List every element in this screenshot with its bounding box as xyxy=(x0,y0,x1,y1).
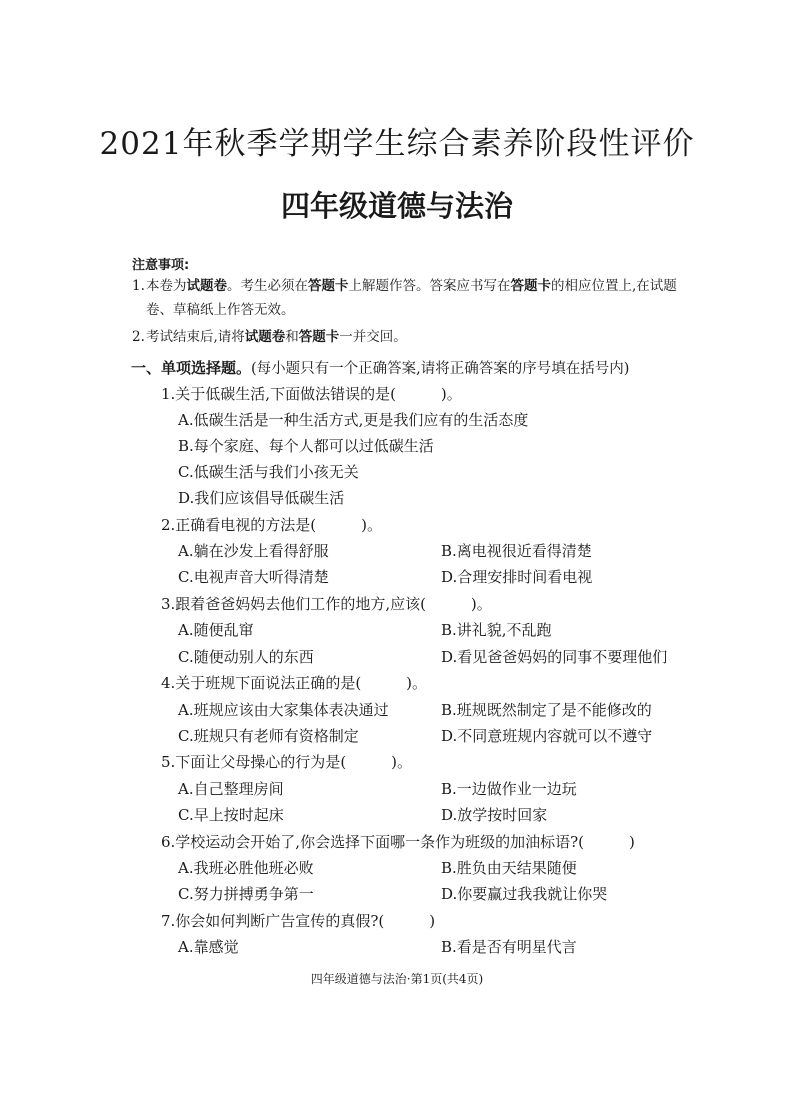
option-a: A.我班必胜他班必败 xyxy=(178,859,314,877)
note-text: 一并交回。 xyxy=(339,329,407,345)
question-stem: 7.你会如何判断广告宣传的真假?( ) xyxy=(161,912,436,930)
exam-subtitle: 四年级道德与法治 xyxy=(280,189,513,223)
option-b: B.看是否有明星代言 xyxy=(441,938,577,956)
question-stem: 2.正确看电视的方法是( )。 xyxy=(161,516,383,534)
section-title: 一、单项选择题。 xyxy=(131,359,252,377)
option-a: A.靠感觉 xyxy=(178,938,239,956)
option-d: D.你要赢过我我就让你哭 xyxy=(441,885,608,903)
option-c: C.随便动别人的东西 xyxy=(178,648,314,666)
question-stem: 4.关于班规下面说法正确的是( )。 xyxy=(161,674,428,692)
notes-heading: 注意事项: xyxy=(132,258,190,273)
option-a: A.自己整理房间 xyxy=(178,780,284,798)
note-number: 2. xyxy=(132,329,145,345)
question-stem: 5.下面让父母操心的行为是( )。 xyxy=(161,753,413,771)
option-b: B.班规既然制定了是不能修改的 xyxy=(441,701,652,719)
option-d: D.我们应该倡导低碳生活 xyxy=(178,489,345,507)
note-item-1 xyxy=(132,274,712,322)
note-text: 本卷为 xyxy=(146,278,187,294)
option-d: D.看见爸爸妈妈的同事不要理他们 xyxy=(441,648,668,666)
option-c: C.努力拼搏勇争第一 xyxy=(178,885,314,903)
note-text: 上解题作答。答案应书写在 xyxy=(348,278,511,294)
keyword: 试题卷 xyxy=(186,278,227,294)
note-text: 考试结束后,请将 xyxy=(146,329,245,345)
keyword: 试题卷 xyxy=(244,329,286,345)
option-b: B.讲礼貌,不乱跑 xyxy=(441,621,552,639)
option-c: C.早上按时起床 xyxy=(178,806,284,824)
option-d: D.放学按时回家 xyxy=(441,806,548,824)
note-number: 1. xyxy=(132,278,145,294)
exam-title: 2021年秋季学期学生综合素养阶段性评价 xyxy=(99,126,695,162)
option-b: B.离电视很近看得清楚 xyxy=(441,542,592,560)
option-c: C.班规只有老师有资格制定 xyxy=(178,727,359,745)
option-a: A.低碳生活是一种生活方式,更是我们应有的生活态度 xyxy=(178,411,529,429)
option-b: B.每个家庭、每个人都可以过低碳生活 xyxy=(178,437,434,455)
option-c: C.电视声音大听得清楚 xyxy=(178,568,329,586)
option-a: A.躺在沙发上看得舒服 xyxy=(178,542,329,560)
question-stem: 6.学校运动会开始了,你会选择下面哪一条作为班级的加油标语?( ) xyxy=(161,833,635,851)
page-footer: 四年级道德与法治·第1页(共4页) xyxy=(310,972,484,986)
option-a: A.班规应该由大家集体表决通过 xyxy=(178,701,389,719)
note-text: 卷、草稿纸上作答无效。 xyxy=(146,302,295,318)
note-text: 。考生必须在 xyxy=(227,278,308,294)
note-item-2 xyxy=(132,325,712,349)
option-d: D.不同意班规内容就可以不遵守 xyxy=(441,727,653,745)
option-a: A.随便乱窜 xyxy=(178,621,254,639)
keyword: 答题卡 xyxy=(510,278,551,294)
option-d: D.合理安排时间看电视 xyxy=(441,568,593,586)
option-b: B.一边做作业一边玩 xyxy=(441,780,577,798)
keyword: 答题卡 xyxy=(298,329,340,345)
option-c: C.低碳生活与我们小孩无关 xyxy=(178,463,359,481)
section-heading xyxy=(131,355,629,382)
question-stem: 1.关于低碳生活,下面做法错误的是( )。 xyxy=(161,385,462,403)
question-stem: 3.跟着爸爸妈妈去他们工作的地方,应该( )。 xyxy=(161,595,492,613)
note-text: 和 xyxy=(285,329,299,345)
keyword: 答题卡 xyxy=(308,278,349,294)
section-instruction: (每小题只有一个正确答案,请将正确答案的序号填在括号内) xyxy=(251,361,630,377)
option-b: B.胜负由天结果随便 xyxy=(441,859,577,877)
note-text: 的相应位置上,在试题 xyxy=(551,278,677,294)
